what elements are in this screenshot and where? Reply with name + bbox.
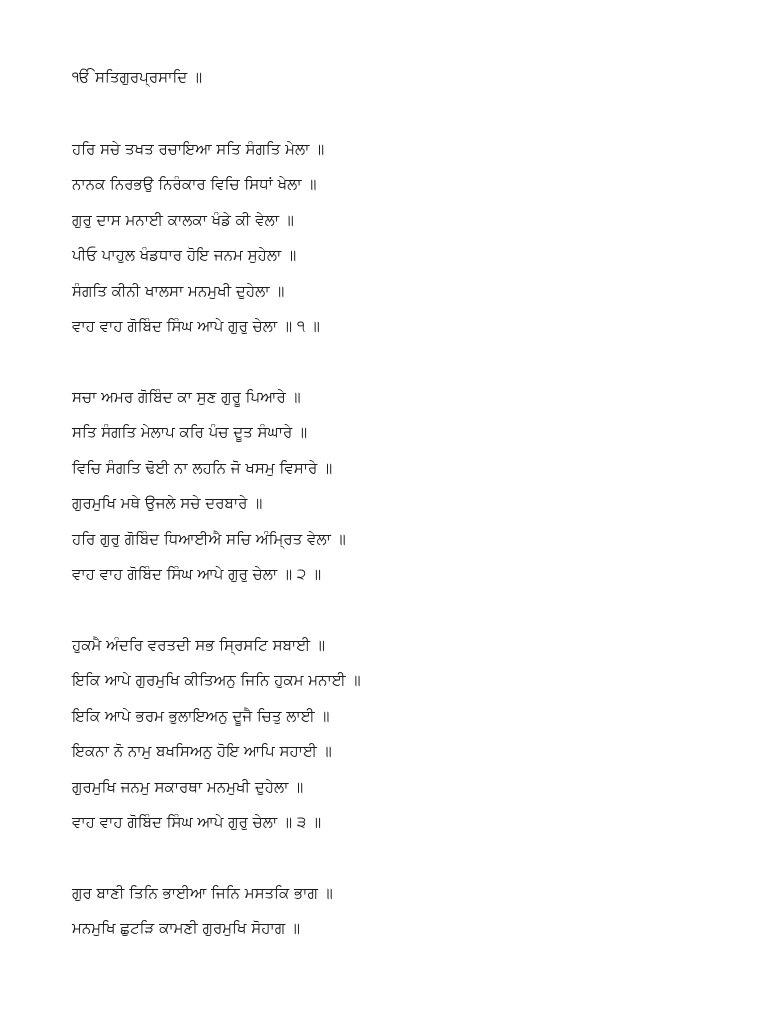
verse-line: ਇਕਿ ਆਪੇ ਭਰਮ ਭੁਲਾਇਅਨੁ ਦੂਜੈ ਚਿਤੁ ਲਾਈ ॥ [72, 706, 330, 725]
verse-line: ਵਾਹ ਵਾਹ ਗੋਬਿੰਦ ਸਿੰਘ ਆਪੇ ਗੁਰੁ ਚੇਲਾ ॥ ੨ ॥ [72, 564, 322, 583]
verse-line: ਇਕਿ ਆਪੇ ਗੁਰਮੁਖਿ ਕੀਤਿਅਨੁ ਜਿਨਿ ਹੁਕਮ ਮਨਾਈ ॥ [72, 671, 361, 690]
stanza-2 [72, 386, 346, 598]
verse-line: ਗੁਰਮੁਖਿ ਮਥੇ ਉਜਲੇ ਸਚੇ ਦਰਬਾਰੇ ॥ [72, 494, 263, 513]
verse-line: ਪੀਓ ਪਾਹੁਲ ਖੰਡਧਾਰ ਹੋਇ ਜਨਮ ਸੁਹੇਲਾ ॥ [72, 246, 297, 265]
verse-line: ਹਰਿ ਸਚੇ ਤਖਤ ਰਚਾਇਆ ਸਤਿ ਸੰਗਤਿ ਮੇਲਾ ॥ [72, 140, 325, 158]
verse-line: ਵਾਹ ਵਾਹ ਗੋਬਿੰਦ ਸਿੰਘ ਆਪੇ ਗੁਰੁ ਚੇਲਾ ॥ ੧ ॥ [72, 316, 320, 335]
verse-line: ਗੁਰੁ ਦਾਸ ਮਨਾਈ ਕਾਲਕਾ ਖੰਡੇ ਕੀ ਵੇਲਾ ॥ [72, 210, 294, 229]
verse-line: ਵਿਚਿ ਸੰਗਤਿ ਢੋਈ ਨਾ ਲਹਨਿ ਜੋ ਖਸਮੁ ਵਿਸਾਰੇ ॥ [72, 458, 333, 477]
verse-line: ਹੁਕਮੈ ਅੰਦਰਿ ਵਰਤਦੀ ਸਭ ਸ੍ਰਿਸਟਿ ਸਬਾਈ ॥ [72, 636, 326, 654]
stanza-4 [72, 882, 333, 953]
stanza-3 [72, 634, 361, 846]
verse-line: ਵਾਹ ਵਾਹ ਗੋਬਿੰਦ ਸਿੰਘ ਆਪੇ ਗੁਰੁ ਚੇਲਾ ॥ ੩ ॥ [72, 812, 322, 831]
invocation-heading: ੴ ਸਤਿਗੁਰਪ੍ਰਸਾਦਿ ॥ [72, 68, 203, 86]
verse-line: ਹਰਿ ਗੁਰੁ ਗੋਬਿੰਦ ਧਿਆਈਐ ਸਚਿ ਅੰਮ੍ਰਿਤ ਵੇਲਾ ॥ [72, 529, 346, 548]
verse-line: ਨਾਨਕ ਨਿਰਭਉ ਨਿਰੰਕਾਰ ਵਿਚਿ ਸਿਧਾਂ ਖੇਲਾ ॥ [72, 175, 317, 194]
verse-line: ਗੁਰਮੁਖਿ ਜਨਮੁ ਸਕਾਰਥਾ ਮਨਮੁਖੀ ਦੁਹੇਲਾ ॥ [72, 777, 304, 796]
verse-line: ਮਨਮੁਖਿ ਛੁਟੜਿ ਕਾਮਣੀ ਗੁਰਮੁਖਿ ਸੋਹਾਗ ॥ [72, 919, 301, 938]
verse-line: ਸੰਗਤਿ ਕੀਨੀ ਖਾਲਸਾ ਮਨਮੁਖੀ ਦੁਹੇਲਾ ॥ [72, 281, 285, 300]
verse-line: ਸਚਾ ਅਮਰ ਗੋਬਿੰਦ ਕਾ ਸੁਣ ਗੁਰੂ ਪਿਆਰੇ ॥ [72, 388, 301, 406]
stanza-1 [72, 138, 324, 350]
verse-line: ਇਕਨਾ ਨੋ ਨਾਮੁ ਬਖਸਿਅਨੁ ਹੋਇ ਆਪਿ ਸਹਾਈ ॥ [72, 742, 332, 761]
verse-line: ਸਤਿ ਸੰਗਤਿ ਮੇਲਾਪ ਕਰਿ ਪੰਚ ਦੂਤ ਸੰਘਾਰੇ ॥ [72, 423, 308, 442]
verse-line: ਗੁਰ ਬਾਣੀ ਤਿਨਿ ਭਾਈਆ ਜਿਨਿ ਮਸਤਕਿ ਭਾਗ ॥ [72, 884, 333, 902]
